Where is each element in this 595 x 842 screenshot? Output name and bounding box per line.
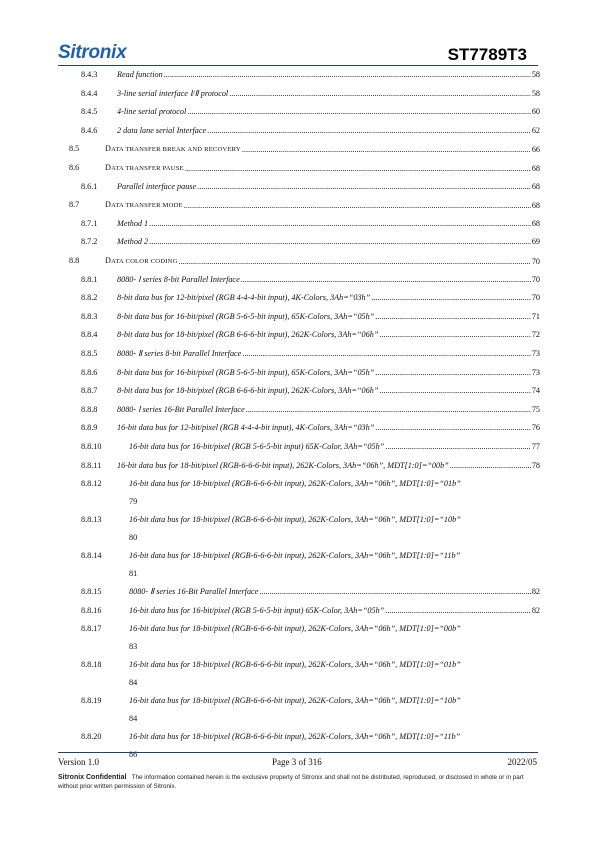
toc-entry-number: 8.4.3 xyxy=(81,70,98,79)
toc-entry-title: 16-bit data bus for 18-bit/pixel (RGB-6-6-6-bit input), 262K-Colors, 3Ah=“06h”, MDT[1:0]=“10b” xyxy=(129,696,461,706)
toc-entry-wrapped xyxy=(129,551,540,579)
toc-entry-wrapped xyxy=(129,732,540,760)
toc-entry-title: 8080- Ⅱ series 8-bit Parallel Interface xyxy=(117,349,242,358)
confidential-label: Sitronix Confidential xyxy=(58,774,127,781)
toc-entry-wrapped xyxy=(129,515,540,543)
toc-entry-number: 8.8 xyxy=(69,256,80,265)
toc-entry-title: 8-bit data bus for 16-bit/pixel (RGB 5-6-5-bit input), 65K-Colors, 3Ah=“05h” xyxy=(117,311,375,321)
page-number: Page 3 of 316 xyxy=(272,757,322,767)
toc-entry-page: 84 xyxy=(129,714,138,724)
toc-entry-title: DATA TRANSFER PAUSE xyxy=(105,163,184,172)
toc-entry-number: 8.7.2 xyxy=(81,237,98,247)
toc-entry-number: 8.8.16 xyxy=(81,605,102,615)
toc-dot-leader xyxy=(164,70,531,80)
toc-entry-page: 74 xyxy=(531,386,540,396)
toc-entry-number: 8.8.18 xyxy=(81,660,102,670)
toc-entry-title: 16-bit data bus for 18-bit/pixel (RGB-6-6-6-bit input), 262K-Colors, 3Ah=“06h”, MDT[1:0]=“11b” xyxy=(129,551,461,561)
toc-entry-number: 8.7 xyxy=(69,200,80,210)
toc-entry-title: 16-bit data bus for 18-bit/pixel (RGB-6-6-6-bit input), 262K-Colors, 3Ah=“06h”, MDT[1:0]=“01b” xyxy=(129,479,461,489)
toc-entry-page: 66 xyxy=(531,145,540,155)
toc-dot-leader xyxy=(375,423,531,433)
toc-entry-title: 2 data lane serial Interface xyxy=(117,125,207,135)
toc-dot-leader xyxy=(241,275,531,285)
toc-entry-number: 8.8.7 xyxy=(81,386,98,396)
toc-entry-number: 8.6 xyxy=(69,163,80,172)
toc-entry-number: 8.8.3 xyxy=(81,311,98,321)
toc-entry-number: 8.8.15 xyxy=(81,587,102,597)
toc-entry-title: 4-line serial protocol xyxy=(117,107,187,117)
toc-entry-number: 8.8.1 xyxy=(81,274,98,284)
toc-entry-page: 80 xyxy=(129,533,138,543)
toc-dot-leader xyxy=(149,237,531,247)
toc-entry-number: 8.8.10 xyxy=(81,442,102,451)
toc-entry-page: 77 xyxy=(531,442,540,451)
toc-entry-title: 16-bit data bus for 18-bit/pixel (RGB-6-6-6-bit input), 262K-Colors, 3Ah=“06h”, MDT[1:0]=“00b” xyxy=(129,624,461,634)
toc-dot-leader xyxy=(371,293,531,303)
toc-dot-leader xyxy=(375,312,531,322)
toc-dot-leader xyxy=(149,219,531,229)
toc-entry-page: 69 xyxy=(531,237,540,247)
toc-dot-leader xyxy=(375,368,531,378)
toc-entry-page: 78 xyxy=(531,460,540,470)
toc-entry-page: 68 xyxy=(531,164,540,173)
toc-entry-page: 76 xyxy=(531,423,540,433)
toc-entry-title: 8-bit data bus for 18-bit/pixel (RGB 6-6-6-bit input), 262K-Colors, 3Ah=“06h” xyxy=(117,330,379,340)
toc-entry-number: 8.8.9 xyxy=(81,423,98,433)
toc-entry-page: 60 xyxy=(531,107,540,117)
version-label: Version 1.0 xyxy=(58,757,99,767)
toc-entry-title: 16-bit data bus for 16-bit/pixel (RGB 5-6-5-bit input) 65K-Color, 3Ah=“05h” xyxy=(129,442,385,451)
toc-entry-title: 16-bit data bus for 16-bit/pixel (RGB 5-6-5-bit input) 65K-Color, 3Ah=“05h” xyxy=(129,605,385,615)
toc-dot-leader xyxy=(379,330,530,340)
toc-entry-page: 70 xyxy=(531,293,540,303)
toc-dot-leader xyxy=(229,89,531,99)
toc-entry-page: 71 xyxy=(531,311,540,321)
toc-entry-title: 16-bit data bus for 18-bit/pixel (RGB-6-6-6-bit input), 262K-Colors, 3Ah=“06h”, MDT[1:0]=“01b” xyxy=(129,660,461,670)
toc-entry-number: 8.8.20 xyxy=(81,732,102,742)
toc-entry-number: 8.4.6 xyxy=(81,125,98,135)
toc-entry-number: 8.8.5 xyxy=(81,349,98,358)
release-date: 2022/05 xyxy=(507,757,537,767)
toc-entry-title: 8-bit data bus for 12-bit/pixel (RGB 4-4-4-bit input), 4K-Colors, 3Ah=“03h” xyxy=(117,293,371,303)
toc-entry-number: 8.8.4 xyxy=(81,330,98,340)
toc-entry-page: 58 xyxy=(531,88,540,98)
company-logo: Sitronix xyxy=(58,42,127,63)
toc-dot-leader xyxy=(450,461,531,471)
toc-entry-number: 8.8.2 xyxy=(81,293,98,303)
toc-entry-number: 8.8.12 xyxy=(81,479,102,489)
toc-entry-page: 68 xyxy=(531,181,540,191)
toc-entry-title: 16-bit data bus for 18-bit/pixel (RGB-6-6-6-bit input), 262K-Colors, 3Ah=“06h”, MDT[1:0]=“00b” xyxy=(117,460,449,470)
toc-entry-page: 72 xyxy=(531,330,540,340)
toc-entry-number: 8.8.11 xyxy=(81,460,102,470)
toc-dot-leader xyxy=(246,405,531,415)
toc-entry-number: 8.4.5 xyxy=(81,107,98,117)
toc-entry-title: 8080- Ⅱ series 16-Bit Parallel Interface xyxy=(129,587,259,597)
toc-entry-number: 8.8.8 xyxy=(81,404,98,414)
toc-dot-leader xyxy=(385,442,531,452)
header-divider xyxy=(58,65,538,66)
toc-entry-title: 16-bit data bus for 12-bit/pixel (RGB 4-4-4-bit input), 4K-Colors, 3Ah=“03h” xyxy=(117,423,375,433)
toc-entry-number: 8.8.19 xyxy=(81,696,102,706)
confidentiality-notice xyxy=(58,773,543,791)
toc-entry-page: 82 xyxy=(531,605,540,615)
confidential-text: The information contained herein is the exclusive property of Sitronix and shall not be distributed, reproduced, or disclosed in whole or in part without prior written permission of Sitronix. xyxy=(58,774,524,790)
toc-entry-number: 8.5 xyxy=(69,144,80,154)
toc-entry-title: 8080- Ⅰ series 16-Bit Parallel Interface xyxy=(117,404,245,414)
toc-entry-page: 79 xyxy=(129,497,138,507)
toc-dot-leader xyxy=(185,164,531,174)
toc-entry-title: 8-bit data bus for 18-bit/pixel (RGB 6-6-6-bit input), 262K-Colors, 3Ah=“06h” xyxy=(117,386,379,396)
toc-entry-title: 16-bit data bus for 18-bit/pixel (RGB-6-6-6-bit input), 262K-Colors, 3Ah=“06h”, MDT[1:0]=“10b” xyxy=(129,515,461,525)
toc-entry-page: 84 xyxy=(129,678,138,688)
toc-entry-page: 70 xyxy=(531,257,540,266)
toc-entry-page: 86 xyxy=(129,750,138,760)
toc-entry-title: DATA TRANSFER BREAK AND RECOVERY xyxy=(105,144,241,154)
toc-entry-page: 70 xyxy=(531,274,540,284)
toc-entry-wrapped xyxy=(129,479,540,507)
toc-entry-page: 58 xyxy=(531,70,540,79)
toc-dot-leader xyxy=(179,257,531,267)
toc-entry-wrapped xyxy=(129,624,540,652)
toc-dot-leader xyxy=(259,587,530,597)
toc-entry-number: 8.7.1 xyxy=(81,218,98,228)
toc-entry-page: 62 xyxy=(531,125,540,135)
toc-dot-leader xyxy=(197,182,531,192)
toc-entry-page: 68 xyxy=(531,218,540,228)
footer-divider xyxy=(58,752,538,753)
toc-dot-leader xyxy=(242,145,531,155)
toc-entry-title: 16-bit data bus for 18-bit/pixel (RGB-6-6-6-bit input), 262K-Colors, 3Ah=“06h”, MDT[1:0]=“11b” xyxy=(129,732,461,742)
toc-entry-title: 8080- Ⅰ series 8-bit Parallel Interface xyxy=(117,274,240,284)
toc-entry-page: 75 xyxy=(531,404,540,414)
toc-entry-wrapped xyxy=(129,696,540,724)
toc-entry-title: Read function xyxy=(117,70,163,79)
toc-entry-page: 73 xyxy=(531,349,540,358)
toc-dot-leader xyxy=(385,606,531,616)
model-number: ST7789T3 xyxy=(447,45,527,64)
toc-entry-title: 8-bit data bus for 16-bit/pixel (RGB 5-6-5-bit input), 65K-Colors, 3Ah=“05h” xyxy=(117,367,375,377)
toc-dot-leader xyxy=(184,201,531,211)
toc-entry-number: 8.8.13 xyxy=(81,515,102,525)
toc-entry-title: DATA COLOR CODING xyxy=(105,256,178,265)
toc-entry-page: 73 xyxy=(531,367,540,377)
toc-dot-leader xyxy=(187,107,531,117)
toc-dot-leader xyxy=(379,386,530,396)
toc-entry-number: 8.4.4 xyxy=(81,88,98,98)
toc-entry-title: Parallel interface pause xyxy=(117,181,197,191)
toc-dot-leader xyxy=(242,349,530,359)
toc-entry-title: Method 1 xyxy=(117,218,149,228)
toc-entry-title: DATA TRANSFER MODE xyxy=(105,200,183,210)
toc-entry-wrapped xyxy=(129,660,540,688)
toc-entry-number: 8.8.6 xyxy=(81,367,98,377)
toc-entry-number: 8.6.1 xyxy=(81,181,98,191)
toc-entry-page: 81 xyxy=(129,569,138,579)
toc-entry-page: 68 xyxy=(531,201,540,211)
toc-entry-page: 83 xyxy=(129,642,138,652)
toc-entry-page: 82 xyxy=(531,587,540,597)
toc-entry-title: Method 2 xyxy=(117,237,149,247)
toc-entry-title: 3-line serial interface Ⅰ/Ⅱ protocol xyxy=(117,88,229,98)
toc-dot-leader xyxy=(207,126,531,136)
toc-entry-number: 8.8.14 xyxy=(81,551,102,561)
toc-entry-number: 8.8.17 xyxy=(81,624,102,634)
